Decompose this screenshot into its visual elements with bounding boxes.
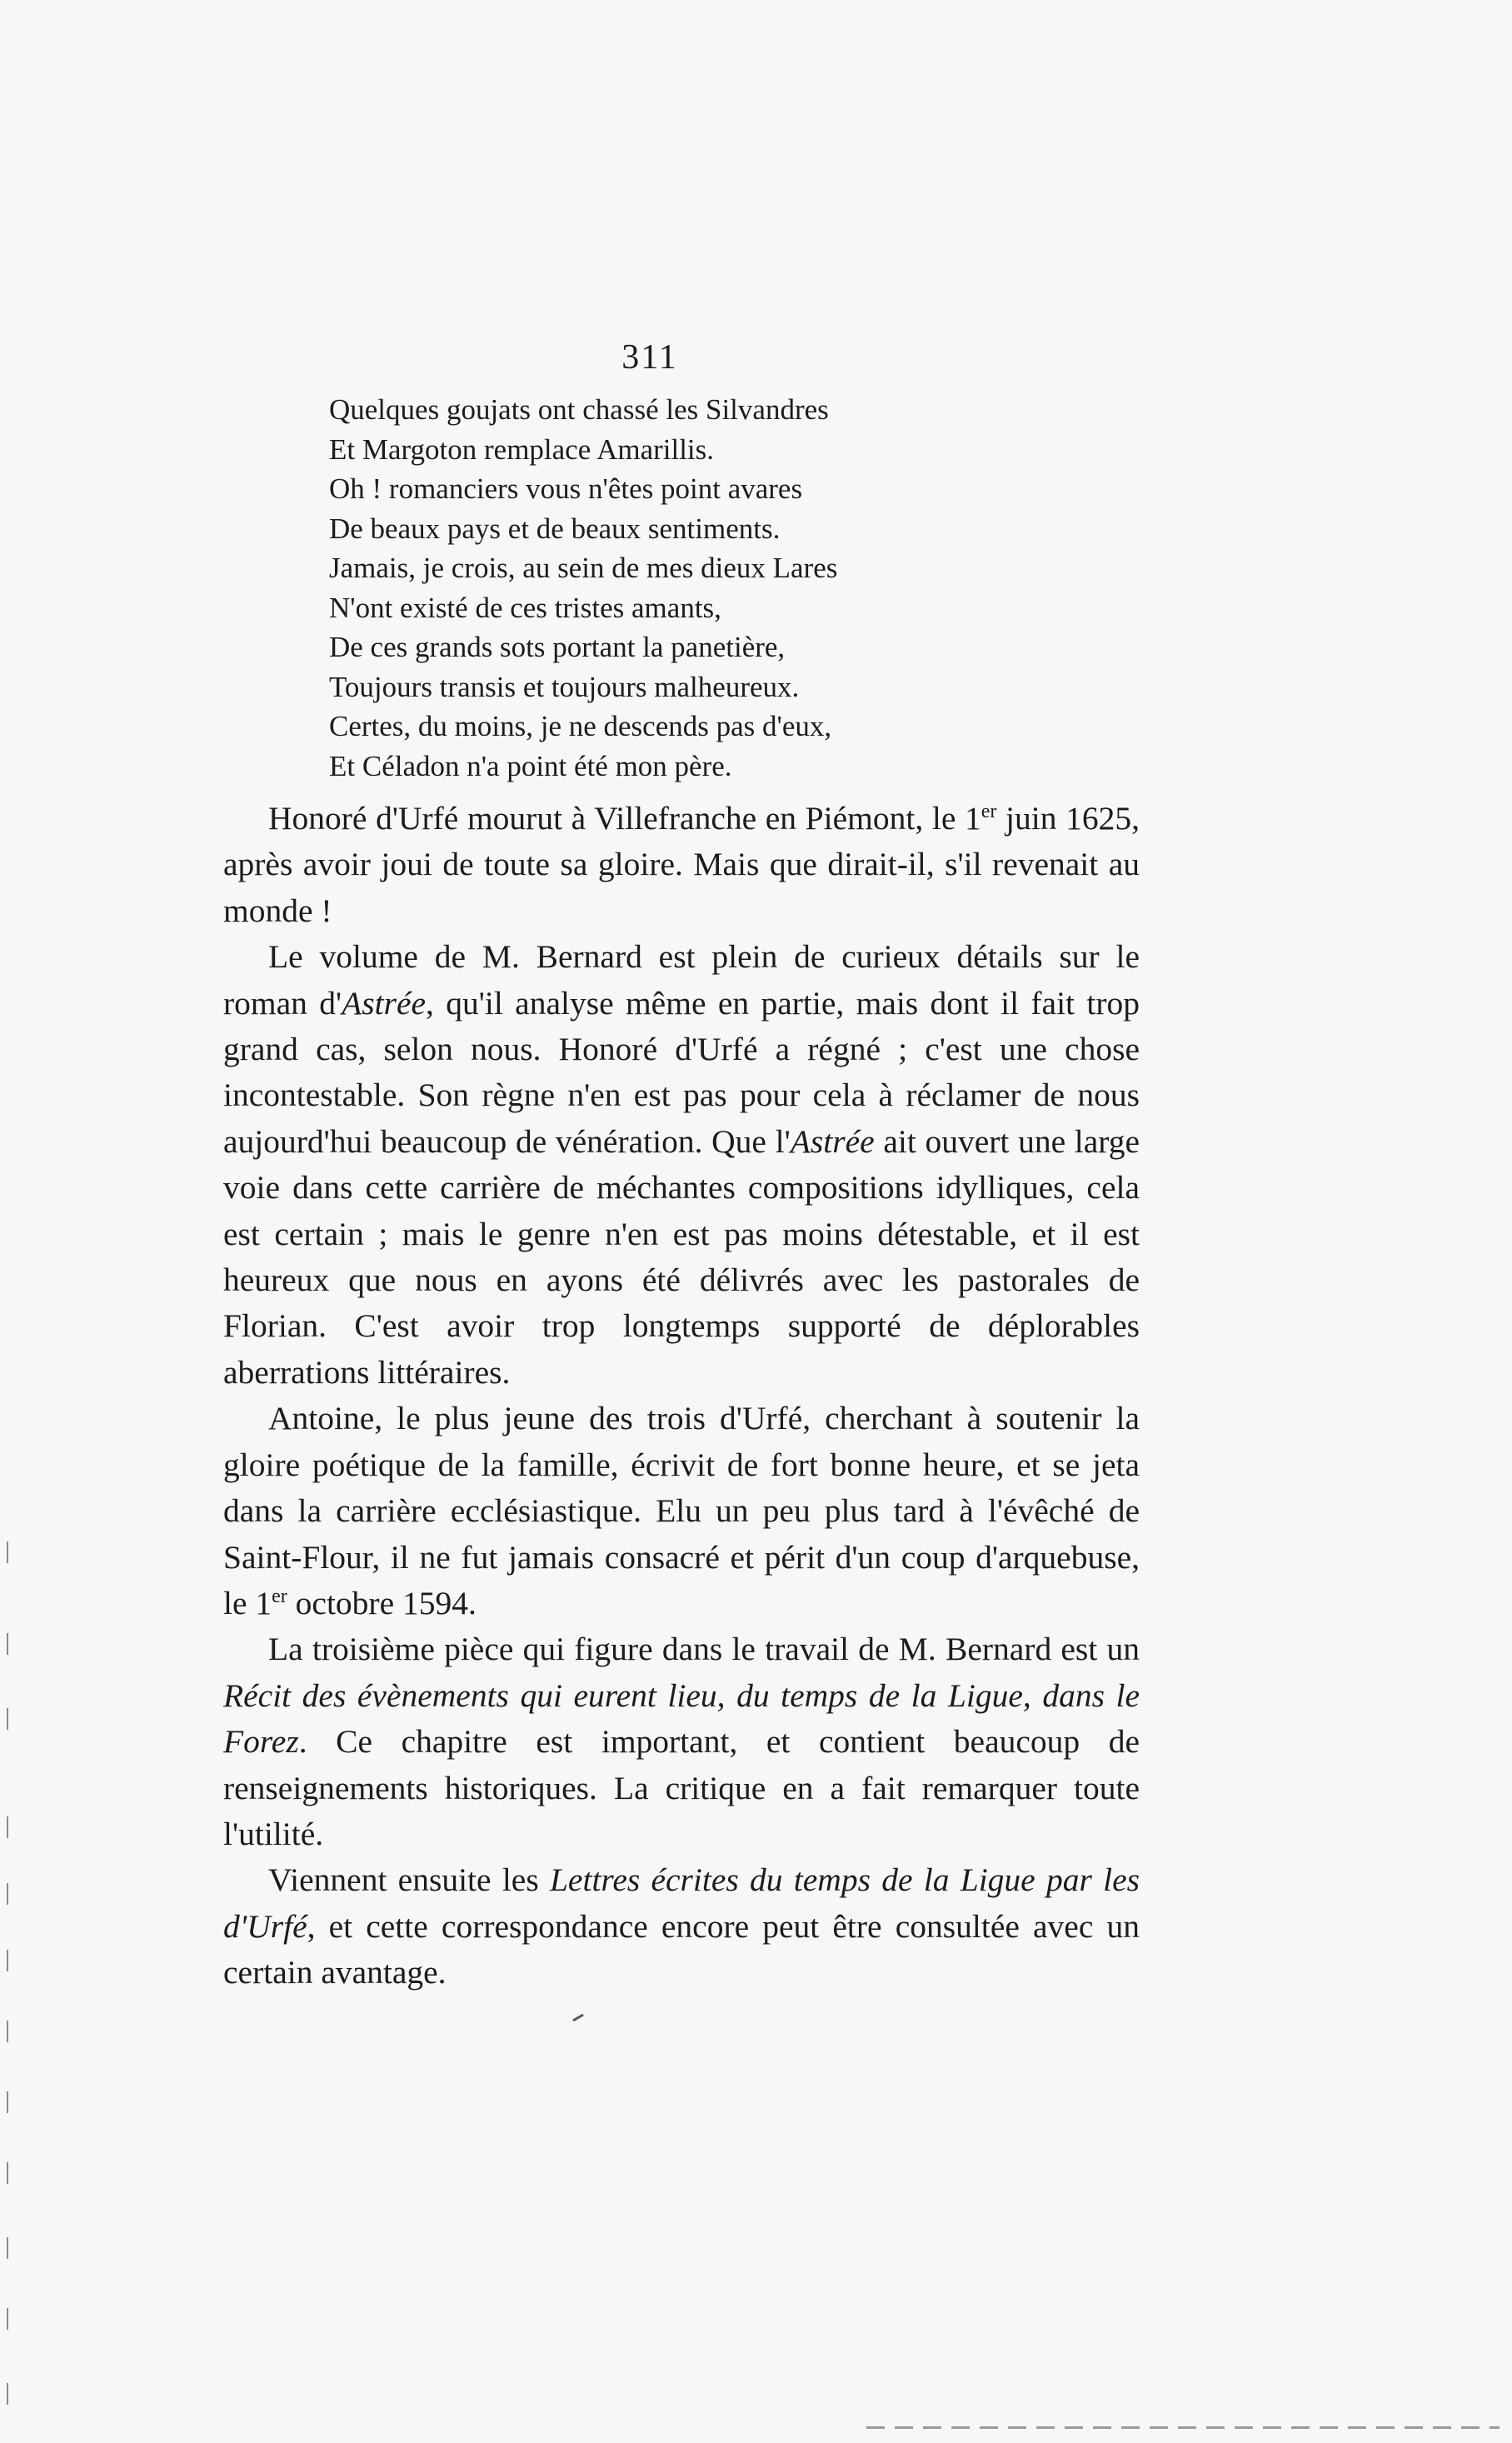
poem-line: Toujours transis et toujours malheureux. [329,670,800,703]
margin-tick [7,2237,8,2259]
text-run: , et cette correspondance encore peut être consultée avec un certain avantage. [223,1907,1140,1991]
scan-edge-dashes [866,2426,1500,2429]
poem-line: De ces grands sots portant la panetière, [329,631,786,663]
text-run: Le volume de M. Bernard est plein de curieux détails sur le roman d' [223,938,1140,1022]
text-run: ait ouvert une large voie dans cette carrière de méchantes compositions idylliques, cela est certain ; mais le genre n'en est pas moins détestable, et il est heureux que nous en ayons été délivrés avec les pastorales de Florian. C'est avoir trop longtemps supporté de déplorables aberrations littéraires. [223,1122,1140,1391]
text-run: Viennent ensuite les [268,1861,550,1899]
poem-verse [329,390,1145,786]
poem-line: Et Céladon n'a point été mon père. [329,749,732,782]
poem-line: N'ont existé de ces tristes amants, [329,591,721,624]
superscript: er [272,1585,287,1607]
margin-tick [7,2091,8,2113]
paragraph-troisieme-piece [223,1626,1140,1857]
poem-line: Quelques goujats ont chassé les Silvandres [329,393,829,426]
paragraph-death-of-honore [223,796,1140,934]
margin-tick [7,1633,8,1655]
margin-tick [7,2383,8,2405]
italic-title: Astrée [342,984,427,1022]
margin-tick [7,1816,8,1838]
margin-tick [7,2308,8,2330]
text-run: Honoré d'Urfé mourut à Villefranche en Piémont, le 1 [268,800,981,837]
margin-tick [7,2021,8,2042]
italic-title: Récit des évènements qui eurent lieu, du temps de la Ligue, dans le Forez [223,1676,1140,1761]
superscript: er [981,800,997,822]
margin-tick [7,1708,8,1730]
poem-line: Oh ! romanciers vous n'êtes point avares [329,472,803,505]
text-run: Antoine, le plus jeune des trois d'Urfé, cherchant à soutenir la gloire poétique de la famille, écrivit de fort bonne heure, et se jeta dans la carrière ecclésiastique. Elu un peu plus tard à l'évêché de Saint-Flour, il ne fut jamais consacré et périt d'un coup d'arquebuse, le 1 [223,1400,1140,1621]
page-number: 311 [621,338,678,377]
paragraph-bernard-volume [223,934,1140,1396]
paragraph-lettres [223,1857,1140,1996]
paragraph-antoine [223,1396,1140,1626]
poem-line: Certes, du moins, je ne descends pas d'eux, [329,710,832,742]
text-run: octobre 1594. [287,1584,477,1621]
poem-line: Et Margoton remplace Amarillis. [329,432,715,466]
ink-mark [572,2014,584,2022]
text-run: La troisième pièce qui figure dans le travail de M. Bernard est un [268,1631,1140,1668]
margin-tick [7,2162,8,2184]
margin-tick [7,1883,8,1905]
italic-title: Lettres écrites du temps de la Ligue par les d'Urfé [223,1861,1140,1945]
scan-margin-marks [7,1541,12,2441]
italic-title: Astrée [790,1122,875,1160]
poem-line: Jamais, je crois, au sein de mes dieux Lares [329,552,838,584]
text-run: juin 1625, après avoir joui de toute sa gloire. Mais que dirait-il, s'il revenait au monde ! [223,800,1140,929]
text-run: , qu'il analyse même en partie, mais dont il fait trop grand cas, selon nous. Honoré d'Urfé a régné ; c'est une chose incontestable. Son règne n'en est pas pour cela à réclamer de nous aujourd'hui beaucoup de vénération. Que l' [223,984,1140,1160]
poem-line: De beaux pays et de beaux sentiments. [329,512,781,545]
prose-body [223,796,1140,1996]
margin-tick [7,1950,8,1971]
text-run: . Ce chapitre est important, et contient beaucoup de renseignements historiques. La critique en a fait remarquer toute l'utilité. [223,1723,1140,1852]
margin-tick [7,1541,8,1563]
